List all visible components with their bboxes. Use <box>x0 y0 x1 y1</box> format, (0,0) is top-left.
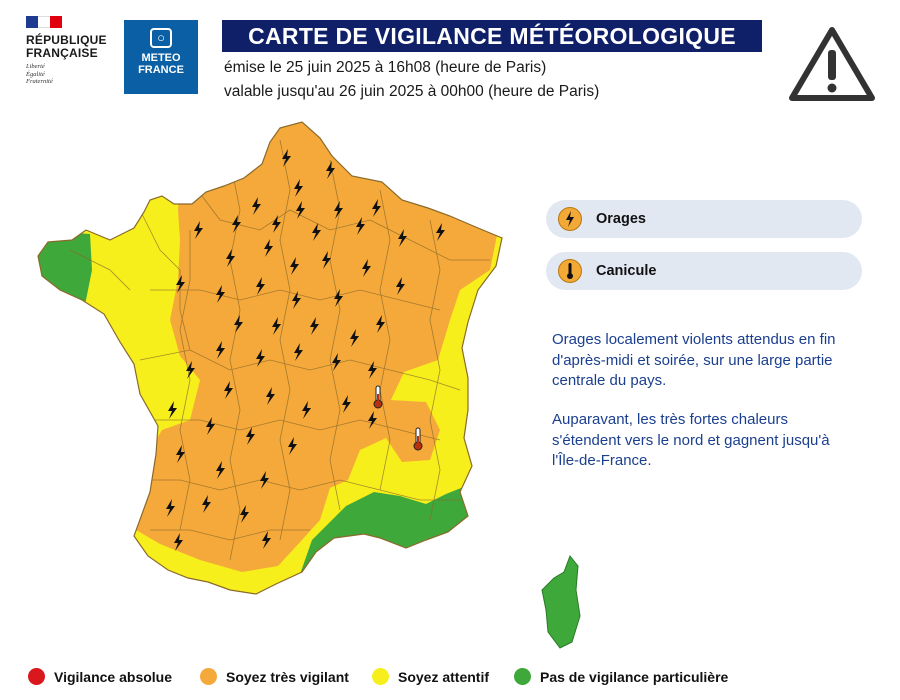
hazard-orages <box>546 200 862 238</box>
legend-dot <box>372 668 389 685</box>
logo-line-2: FRANÇAISE <box>26 46 98 60</box>
legend-dot <box>514 668 531 685</box>
issued-date: émise le 25 juin 2025 à 16h08 (heure de Paris) <box>224 59 547 76</box>
legend-item-absolue: Vigilance absolue <box>28 668 172 685</box>
description-paragraph-2: Auparavant, les très fortes chaleurs s'étendent vers le nord et gagnent jusqu'à l'Île-de-France. <box>552 411 830 469</box>
legend-dot <box>200 668 217 685</box>
motto: Liberté Égalité Fraternité <box>26 63 53 85</box>
meteo-emblem-icon: ○ <box>150 28 172 48</box>
legend-dot <box>28 668 45 685</box>
warning-triangle-icon <box>786 24 878 106</box>
description-paragraph-1: Orages localement violents attendus en fin d'après-midi et soirée, sur une large partie centrale du pays. <box>552 331 836 389</box>
legend-item-attentif: Soyez attentif <box>372 668 489 685</box>
meteo-france-logo: ○ METEO FRANCE <box>124 20 198 94</box>
logo-line-1: RÉPUBLIQUE <box>26 33 107 47</box>
hazard-label: Canicule <box>596 263 657 279</box>
valid-until: valable jusqu'au 26 juin 2025 à 00h00 (heure de Paris) <box>224 83 600 100</box>
legend-item-pas-de-vigilance: Pas de vigilance particulière <box>514 668 728 685</box>
hazard-canicule <box>546 252 862 290</box>
republique-francaise-logo <box>26 16 126 86</box>
vigilance-map <box>30 120 590 660</box>
corsica <box>542 556 580 648</box>
hazard-label: Orages <box>596 211 646 227</box>
flag-icon <box>26 16 62 28</box>
page-title: CARTE DE VIGILANCE MÉTÉOROLOGIQUE <box>222 20 762 52</box>
legend-item-tres-vigilant: Soyez très vigilant <box>200 668 349 685</box>
lightning-icon <box>558 207 582 231</box>
thermometer-icon <box>558 259 582 283</box>
mainland-france <box>30 120 590 660</box>
